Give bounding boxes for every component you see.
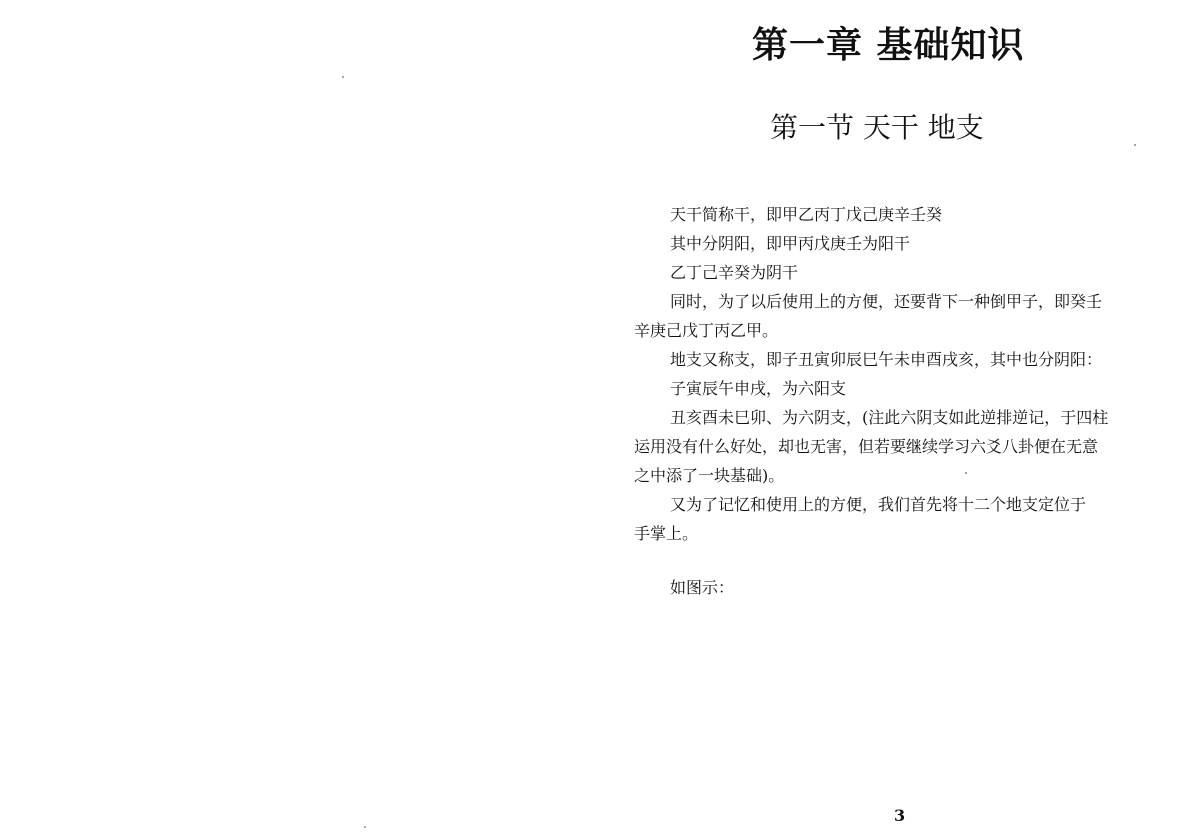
paragraph-line: 辛庚己戊丁丙乙甲。 xyxy=(634,321,779,340)
paragraph-line: 同时，为了以后使用上的方便，还要背下一种倒甲子，即癸壬 xyxy=(670,292,1103,311)
paragraph-gap xyxy=(634,548,1154,573)
page-number: 3 xyxy=(894,806,906,825)
paragraph-line: 又为了记忆和使用上的方便，我们首先将十二个地支定位于 xyxy=(670,495,1087,514)
chapter-title: 第一章 基础知识 xyxy=(752,25,1025,66)
scan-speck xyxy=(965,472,967,474)
figure-caption-line: 如图示： xyxy=(670,578,735,597)
paragraph-line: 丑亥酉未巳卯、为六阴支，(注此六阴支如此逆排逆记，于四柱 xyxy=(670,408,1109,427)
paragraph-line: 乙丁己辛癸为阴干 xyxy=(670,263,799,282)
paragraph-line: 天干简称干，即甲乙丙丁戊己庚辛壬癸 xyxy=(670,205,943,224)
scan-speck xyxy=(342,76,344,78)
paragraph-line: 手掌上。 xyxy=(634,524,699,543)
paragraph-line: 地支又称支，即子丑寅卯辰巳午未申酉戌亥，其中也分阴阳： xyxy=(670,350,1103,369)
paragraph-line: 子寅辰午申戌，为六阳支 xyxy=(670,379,847,398)
paragraph-line: 其中分阴阳，即甲丙戊庚壬为阳干 xyxy=(670,234,911,253)
scan-speck xyxy=(364,826,366,828)
scan-speck xyxy=(1134,144,1136,146)
paragraph-line: 之中添了一块基础)。 xyxy=(634,466,785,485)
body-text xyxy=(634,200,1154,602)
right-page xyxy=(592,0,1184,833)
paragraph-line: 运用没有什么好处，却也无害，但若要继续学习六爻八卦便在无意 xyxy=(634,437,1099,456)
section-title: 第一节 天干 地支 xyxy=(770,111,984,144)
